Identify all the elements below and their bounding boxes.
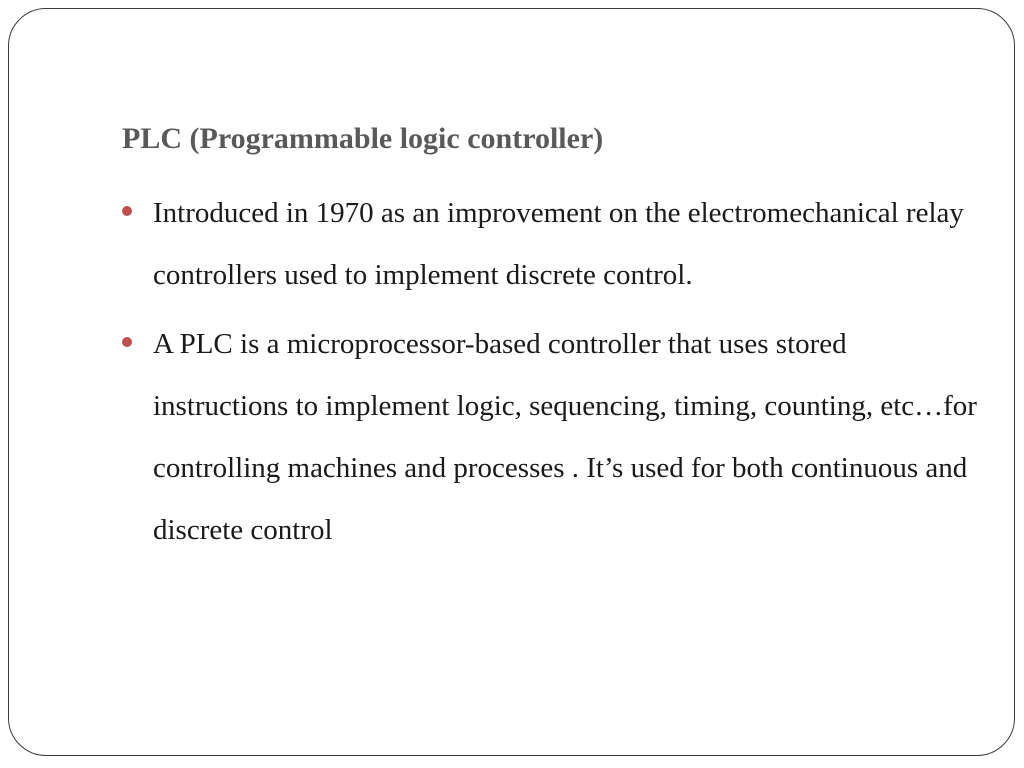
bullet-text: A PLC is a microprocessor-based controller that uses stored instructions to implement logic, sequencing, timing, counting, etc…for controlling machines and processes . It’s used for both continuous and discrete control — [153, 328, 977, 546]
list-item — [121, 182, 981, 306]
slide-title: PLC (Programmable logic controller) — [122, 122, 604, 155]
bullet-text: Introduced in 1970 as an improvement on the electromechanical relay controllers used to implement discrete control. — [153, 197, 964, 291]
bullet-icon — [122, 206, 132, 216]
bullet-icon — [122, 337, 132, 347]
slide-frame — [8, 8, 1015, 756]
bullet-list — [121, 182, 981, 568]
list-item — [121, 313, 981, 561]
